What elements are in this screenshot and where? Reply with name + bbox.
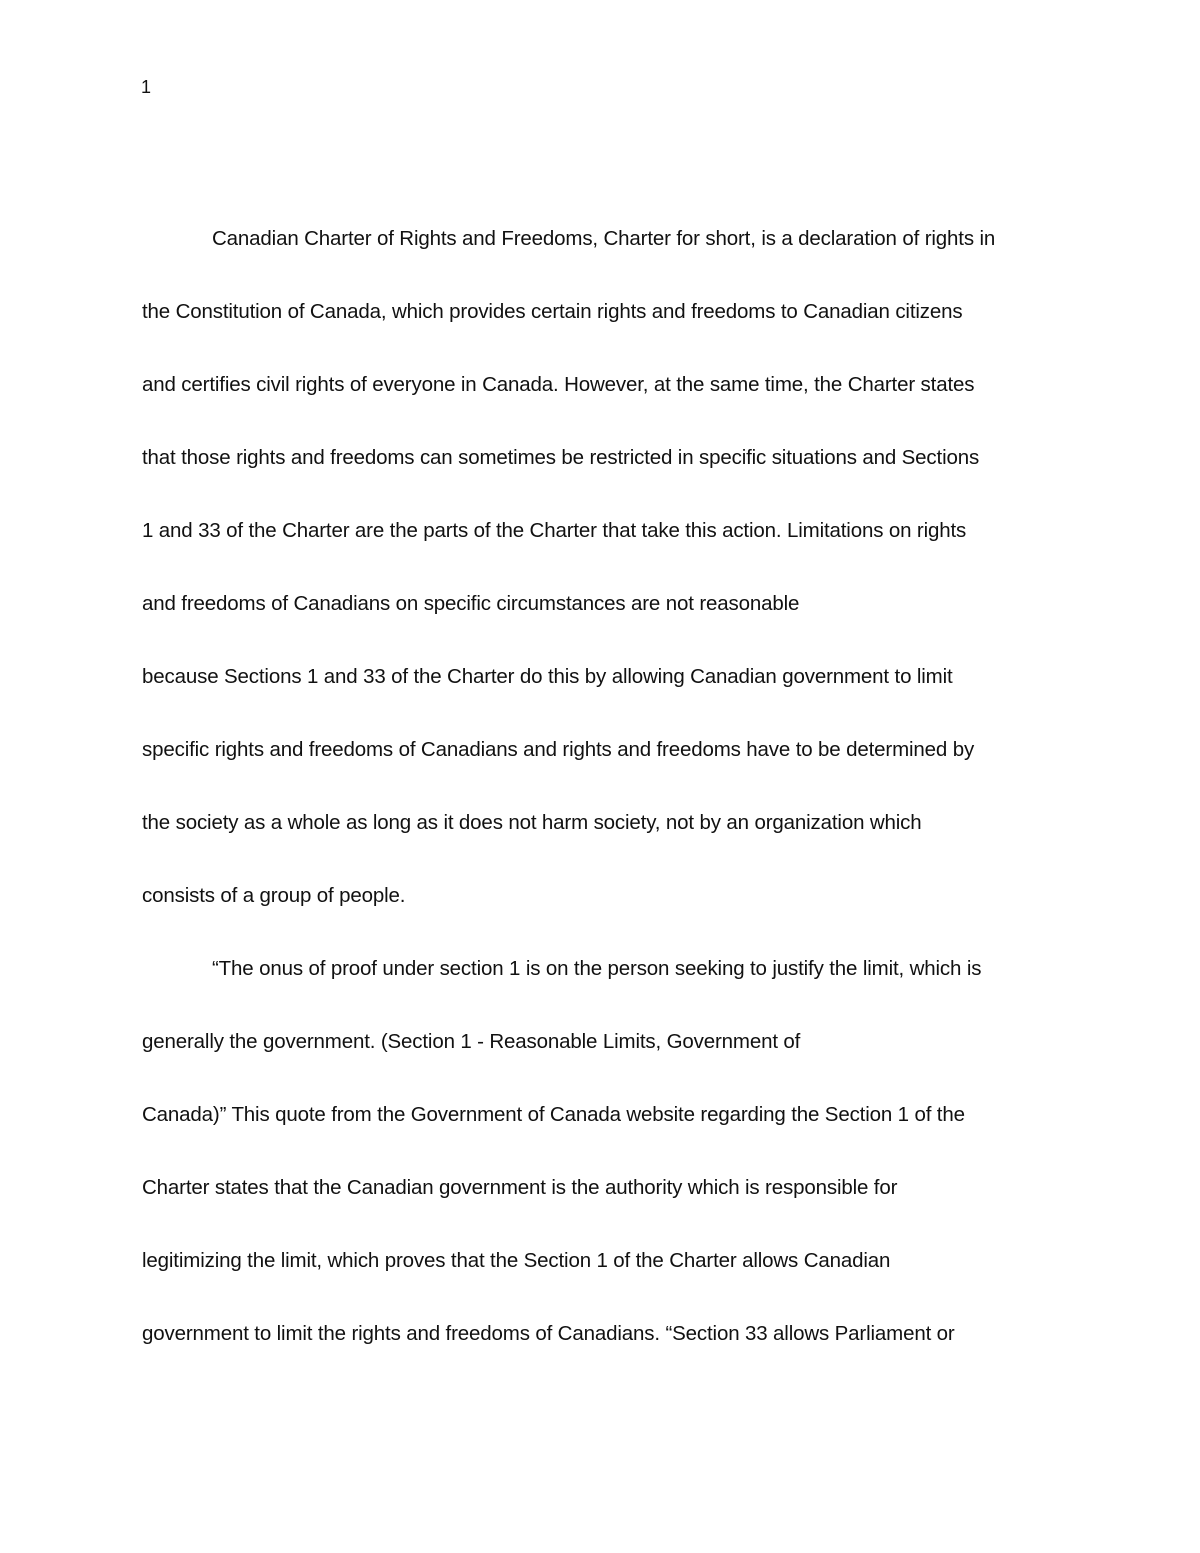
paragraph-2-line-1: “The onus of proof under section 1 is on the person seeking to justify the limit, which is (212, 957, 982, 980)
page-number: 1 (141, 77, 152, 97)
paragraph-2-line-2: generally the government. (Section 1 - Reasonable Limits, Government of (142, 1030, 801, 1053)
paragraph-2-line-3: Canada)” This quote from the Government of Canada website regarding the Section 1 of the (142, 1103, 965, 1126)
paragraph-1-line-6: and freedoms of Canadians on specific circumstances are not reasonable (142, 592, 800, 615)
paragraph-1-line-5: 1 and 33 of the Charter are the parts of the Charter that take this action. Limitations on rights (142, 519, 967, 542)
paragraph-1-line-4: that those rights and freedoms can sometimes be restricted in specific situations and Sections (142, 446, 980, 469)
paragraph-1-line-3: and certifies civil rights of everyone in Canada. However, at the same time, the Charter states (142, 373, 975, 396)
paragraph-1-line-10: consists of a group of people. (142, 884, 406, 907)
paragraph-1-line-1: Canadian Charter of Rights and Freedoms, Charter for short, is a declaration of rights in (212, 227, 996, 250)
paragraph-2-line-6: government to limit the rights and freedoms of Canadians. “Section 33 allows Parliament or (142, 1322, 955, 1345)
paragraph-2-line-5: legitimizing the limit, which proves that the Section 1 of the Charter allows Canadian (142, 1249, 891, 1272)
paragraph-2-line-4: Charter states that the Canadian government is the authority which is responsible for (142, 1176, 898, 1199)
paragraph-1-line-9: the society as a whole as long as it does not harm society, not by an organization which (142, 811, 922, 834)
paragraph-1-line-8: specific rights and freedoms of Canadians and rights and freedoms have to be determined by (142, 738, 975, 761)
paragraph-1-line-2: the Constitution of Canada, which provides certain rights and freedoms to Canadian citizens (142, 300, 963, 323)
paragraph-1-line-7: because Sections 1 and 33 of the Charter do this by allowing Canadian government to limit (142, 665, 953, 688)
